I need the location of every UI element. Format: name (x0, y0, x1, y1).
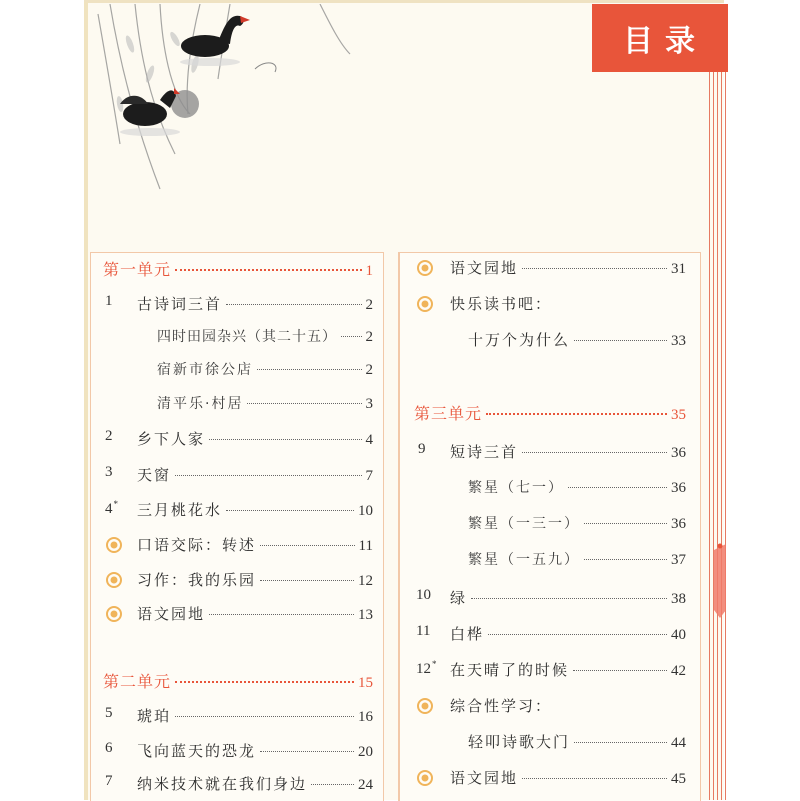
toc-entry[interactable] (105, 740, 373, 766)
leader-dots (209, 614, 354, 615)
page-number: 10 (358, 503, 373, 519)
lesson-title: 绿 (450, 589, 468, 607)
leader-dots (175, 475, 361, 476)
bookmark-ornament-icon (712, 540, 728, 618)
lesson-title: 三月桃花水 (137, 501, 223, 519)
page-number: 2 (365, 297, 373, 313)
leader-dots (522, 778, 667, 779)
unit-label: 第二单元 (103, 672, 172, 691)
page-number: 2 (365, 329, 373, 345)
toc-sub-entry[interactable] (157, 359, 373, 385)
page-number: 31 (671, 261, 686, 277)
toc-sub-entry[interactable] (157, 326, 373, 352)
page-number: 36 (671, 445, 686, 461)
toc-entry[interactable] (105, 603, 373, 629)
toc-entry[interactable] (105, 428, 373, 454)
toc-title: 目录 (623, 24, 707, 59)
page-number: 7 (365, 468, 373, 484)
leader-dots (574, 340, 667, 341)
page-number: 45 (671, 771, 686, 787)
toc-entry[interactable] (105, 773, 373, 799)
page-number: 24 (358, 777, 373, 793)
poem-title: 繁星（七一） (468, 480, 564, 496)
page-number: 44 (671, 735, 686, 751)
leader-dots (522, 452, 667, 453)
circle-bullet-icon (416, 259, 434, 277)
toc-entry[interactable] (418, 441, 686, 467)
leader-dots (260, 545, 355, 546)
toc-sub-entry[interactable] (468, 477, 686, 503)
page-top-edge (84, 0, 724, 3)
page-number: 2 (365, 362, 373, 378)
activity-title: 语文园地 (450, 259, 519, 277)
toc-sub-entry[interactable] (468, 329, 686, 355)
leader-dots (226, 510, 354, 511)
self-study-mark: * (113, 499, 118, 509)
toc-entry[interactable] (105, 569, 373, 595)
toc-unit-3[interactable] (414, 401, 686, 427)
leader-dots (226, 304, 361, 305)
leader-dots (488, 634, 667, 635)
lesson-title: 飞向蓝天的恐龙 (137, 742, 257, 760)
toc-unit-1[interactable] (103, 257, 373, 283)
lesson-title: 白桦 (450, 625, 485, 643)
activity-title: 语文园地 (450, 769, 519, 787)
leader-dots (175, 681, 354, 683)
page-number: 35 (671, 407, 686, 423)
toc-sub-entry[interactable] (157, 393, 373, 419)
page-number: 11 (358, 538, 373, 554)
page-number: 3 (365, 396, 373, 412)
activity-title: 语文园地 (137, 605, 206, 623)
lesson-number: 10 (416, 587, 431, 603)
toc-entry[interactable] (416, 293, 686, 319)
lesson-number: 3 (105, 464, 113, 480)
page-number: 40 (671, 627, 686, 643)
lesson-number: 5 (105, 705, 113, 721)
page-number: 12 (358, 573, 373, 589)
page-number: 1 (365, 263, 373, 279)
toc-entry[interactable] (416, 587, 686, 613)
activity-subtitle: 轻叩诗歌大门 (468, 733, 571, 751)
lesson-number: 1 (105, 293, 113, 309)
toc-entry[interactable] (416, 767, 686, 793)
swan-painting-illustration (90, 4, 420, 194)
toc-title-banner (592, 4, 728, 72)
toc-entry[interactable] (105, 534, 373, 560)
leader-dots (584, 523, 667, 524)
toc-sub-entry[interactable] (468, 549, 686, 575)
toc-entry[interactable] (105, 705, 373, 731)
activity-title: 习作：我的乐园 (137, 571, 257, 589)
lesson-number: 9 (418, 441, 426, 457)
self-study-mark: * (432, 659, 437, 669)
leader-dots (573, 670, 667, 671)
page-number: 4 (365, 432, 373, 448)
page-number: 42 (671, 663, 686, 679)
leader-dots (247, 403, 361, 404)
poem-title: 四时田园杂兴（其二十五） (157, 329, 337, 345)
toc-entry[interactable] (416, 695, 686, 721)
poem-title: 繁星（一三一） (468, 516, 580, 532)
leader-dots (260, 580, 354, 581)
leader-dots (471, 598, 667, 599)
unit-label: 第一单元 (103, 260, 172, 279)
lesson-title: 天窗 (137, 466, 172, 484)
lesson-title: 古诗词三首 (137, 295, 223, 313)
leader-dots (574, 742, 667, 743)
toc-entry[interactable] (105, 499, 373, 525)
leader-dots (209, 439, 361, 440)
activity-title: 综合性学习： (450, 697, 553, 715)
toc-entry[interactable] (105, 464, 373, 490)
leader-dots (341, 336, 362, 337)
toc-left-column (90, 252, 384, 801)
toc-right-column (398, 252, 701, 801)
leader-dots (260, 751, 354, 752)
leader-dots (175, 716, 354, 717)
unit-label: 第三单元 (414, 404, 483, 423)
margin-rule-lines (707, 72, 727, 800)
page-number: 15 (358, 675, 373, 691)
page-number: 37 (671, 552, 686, 568)
leader-dots (486, 413, 667, 415)
page-number: 36 (671, 480, 686, 496)
leader-dots (584, 559, 667, 560)
circle-bullet-icon (416, 697, 434, 715)
page-number: 16 (358, 709, 373, 725)
lesson-number: 12* (416, 659, 437, 677)
toc-entry[interactable] (416, 623, 686, 649)
lesson-title: 琥珀 (137, 707, 172, 725)
leader-dots (175, 269, 361, 271)
lesson-title: 纳米技术就在我们身边 (137, 775, 308, 793)
toc-sub-entry[interactable] (468, 731, 686, 757)
toc-entry[interactable] (416, 257, 686, 283)
poem-title: 宿新市徐公店 (157, 362, 253, 378)
circle-bullet-icon (416, 769, 434, 787)
poem-title: 清平乐·村居 (157, 396, 244, 412)
toc-entry[interactable] (416, 659, 686, 685)
lesson-number: 2 (105, 428, 113, 444)
activity-title: 口语交际：转述 (137, 536, 257, 554)
leader-dots (568, 487, 667, 488)
toc-sub-entry[interactable] (468, 513, 686, 539)
poem-title: 繁星（一五九） (468, 552, 580, 568)
activity-title: 快乐读书吧： (450, 295, 553, 313)
leader-dots (257, 369, 362, 370)
lesson-number: 11 (416, 623, 431, 639)
leader-dots (311, 784, 354, 785)
lesson-title: 乡下人家 (137, 430, 206, 448)
toc-unit-2[interactable] (103, 669, 373, 695)
toc-entry[interactable] (105, 293, 373, 319)
page-number: 20 (358, 744, 373, 760)
page-number: 38 (671, 591, 686, 607)
circle-bullet-icon (105, 571, 123, 589)
lesson-number: 6 (105, 740, 113, 756)
swan-top (180, 16, 276, 72)
circle-bullet-icon (416, 295, 434, 313)
book-title: 十万个为什么 (468, 331, 571, 349)
circle-bullet-icon (105, 536, 123, 554)
swan-bottom (120, 88, 199, 136)
circle-bullet-icon (105, 605, 123, 623)
page-left-edge (84, 2, 88, 800)
lesson-title: 短诗三首 (450, 443, 519, 461)
page-number: 33 (671, 333, 686, 349)
lesson-number: 7 (105, 773, 113, 789)
page-number: 13 (358, 607, 373, 623)
leader-dots (522, 268, 667, 269)
lesson-title: 在天晴了的时候 (450, 661, 570, 679)
lesson-number: 4* (105, 499, 118, 517)
page-number: 36 (671, 516, 686, 532)
